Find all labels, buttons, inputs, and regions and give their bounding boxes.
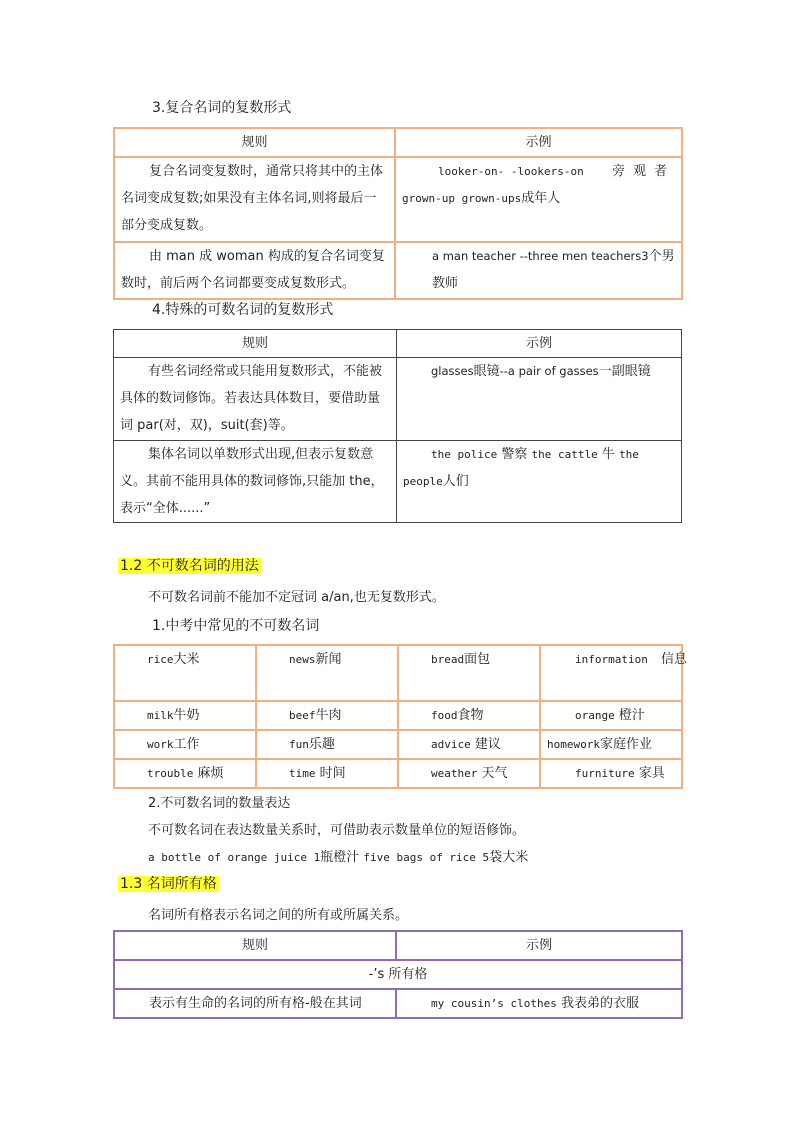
example-cell — [395, 242, 682, 299]
possessive-table — [113, 930, 683, 1019]
noun-zh: 家具 — [638, 766, 665, 781]
noun-cell — [114, 645, 256, 701]
span-row: -’s 所有格 — [114, 960, 682, 989]
noun-zh: 麻烦 — [197, 766, 224, 781]
noun-cell — [398, 759, 540, 788]
example-en: looker-on- -lookers-on — [438, 165, 584, 178]
example-zh: 我表弟的衣服 — [560, 996, 639, 1011]
noun-zh: 食物 — [457, 708, 484, 723]
example-cell — [397, 441, 682, 523]
noun-cell — [114, 730, 256, 759]
noun-zh: 新闻 — [315, 652, 342, 667]
section12-para2: 不可数名词在表达数量关系时，可借助表示数量单位的短语修饰。 — [148, 823, 526, 838]
noun-cell — [114, 701, 256, 730]
section13-heading — [118, 873, 219, 893]
special-plural-table — [113, 329, 682, 523]
compound-noun-table — [113, 127, 683, 300]
example-en: the police — [431, 448, 498, 461]
noun-cell — [398, 730, 540, 759]
noun-cell — [398, 701, 540, 730]
rule-cell: 集体名词以单数形式出现,但表示复数意义。其前不能用具体的数词修饰,只能加 the，表示“全体......” — [114, 441, 397, 523]
example-zh: 旁观者 — [611, 164, 675, 179]
section12-sub2: 2.不可数名词的数量表达 — [148, 796, 291, 811]
example-zh: 瓶橙汁 — [320, 850, 360, 865]
noun-zh: 家庭作业 — [599, 737, 652, 752]
section12-intro: 不可数名词前不能加不定冠词 a/an,也无复数形式。 — [148, 590, 445, 605]
example-zh: 成年人 — [521, 191, 561, 206]
example-en: five bags of rice 5 — [363, 851, 490, 864]
noun-en: news — [289, 653, 316, 666]
example-zh: 牛 — [601, 447, 615, 462]
noun-zh: 工作 — [173, 737, 200, 752]
noun-zh: 牛奶 — [173, 708, 200, 723]
noun-en: information — [575, 653, 648, 666]
noun-cell — [540, 701, 682, 730]
noun-zh: 橙汁 — [618, 708, 645, 723]
noun-en: bread — [431, 653, 465, 666]
noun-zh: 信息 — [661, 652, 688, 667]
example-zh: 警察 — [501, 447, 528, 462]
noun-zh: 时间 — [319, 766, 346, 781]
noun-zh: 天气 — [481, 766, 508, 781]
example-en: the people — [403, 448, 639, 488]
noun-en: homework — [547, 738, 600, 751]
noun-en: milk — [147, 709, 174, 722]
noun-zh: 牛肉 — [315, 708, 342, 723]
example-en: a bottle of orange juice 1 — [148, 851, 321, 864]
example-en: my cousin’s clothes — [431, 997, 557, 1010]
noun-en: weather — [431, 767, 478, 780]
header-rule: 规则 — [114, 330, 397, 358]
noun-cell — [398, 645, 540, 701]
example-en: grown-up grown-ups — [402, 192, 522, 205]
noun-en: food — [431, 709, 458, 722]
noun-en: trouble — [147, 767, 194, 780]
noun-en: advice — [431, 738, 471, 751]
section12-sub1: 1.中考中常见的不可数名词 — [152, 618, 320, 634]
uncountable-noun-grid — [113, 644, 688, 789]
highlighted-heading: 1.3 名词所有格 — [120, 876, 217, 892]
section12-example — [148, 846, 528, 865]
example-cell — [395, 157, 682, 242]
example-en: --a pair of gasses — [499, 364, 599, 378]
noun-cell — [540, 759, 682, 788]
example-en: the cattle — [531, 448, 598, 461]
example-cell — [397, 358, 682, 441]
example-zh: 人们 — [442, 474, 469, 489]
noun-zh: 建议 — [474, 737, 501, 752]
noun-cell — [256, 701, 398, 730]
noun-cell — [114, 759, 256, 788]
noun-en: time — [289, 767, 316, 780]
noun-en: orange — [575, 709, 615, 722]
example-zh: 一副眼镜 — [598, 364, 651, 379]
rule-cell: 由 man 成 woman 构成的复合名词变复数时，前后两个名词都要变成复数形式。 — [114, 242, 395, 299]
section13-intro: 名词所有格表示名词之间的所有或所属关系。 — [148, 908, 409, 923]
header-rule: 规则 — [114, 931, 396, 960]
section3-title: 3.复合名词的复数形式 — [152, 100, 292, 116]
example-en: glasses — [431, 364, 474, 378]
noun-cell — [256, 645, 398, 701]
rule-cell: 有些名词经常或只能用复数形式，不能被具体的数词修饰。若表达具体数目，要借助量词 par(对，双)，suit(套)等。 — [114, 358, 397, 441]
header-rule: 规则 — [114, 128, 395, 157]
noun-en: furniture — [575, 767, 635, 780]
highlighted-heading: 1.2 不可数名词的用法 — [120, 558, 259, 574]
section4-title: 4.特殊的可数名词的复数形式 — [152, 302, 334, 318]
noun-cell — [256, 759, 398, 788]
example-cell — [396, 989, 682, 1018]
noun-en: rice — [147, 653, 174, 666]
example-en: a man teacher --three men teachers3 — [432, 249, 649, 263]
rule-cell: 复合名词变复数时，通常只将其中的主体名词变成复数;如果没有主体名词,则将最后一部分变成复数。 — [114, 157, 395, 242]
noun-en: fun — [289, 738, 309, 751]
noun-cell — [256, 730, 398, 759]
example-zh: 个男教师 — [432, 249, 675, 291]
noun-zh: 乐趣 — [308, 737, 335, 752]
noun-zh: 面包 — [464, 652, 491, 667]
noun-cell — [540, 645, 688, 701]
header-example: 示例 — [396, 931, 682, 960]
noun-zh: 大米 — [173, 652, 200, 667]
rule-cell: 表示有生命的名词的所有格-般在其词 — [114, 989, 396, 1018]
section12-heading — [118, 555, 261, 575]
header-example: 示例 — [397, 330, 682, 358]
noun-en: beef — [289, 709, 316, 722]
noun-en: work — [147, 738, 174, 751]
example-zh: 眼镜 — [473, 364, 500, 379]
example-zh: 袋大米 — [489, 850, 529, 865]
header-example: 示例 — [395, 128, 682, 157]
noun-cell — [540, 730, 682, 759]
